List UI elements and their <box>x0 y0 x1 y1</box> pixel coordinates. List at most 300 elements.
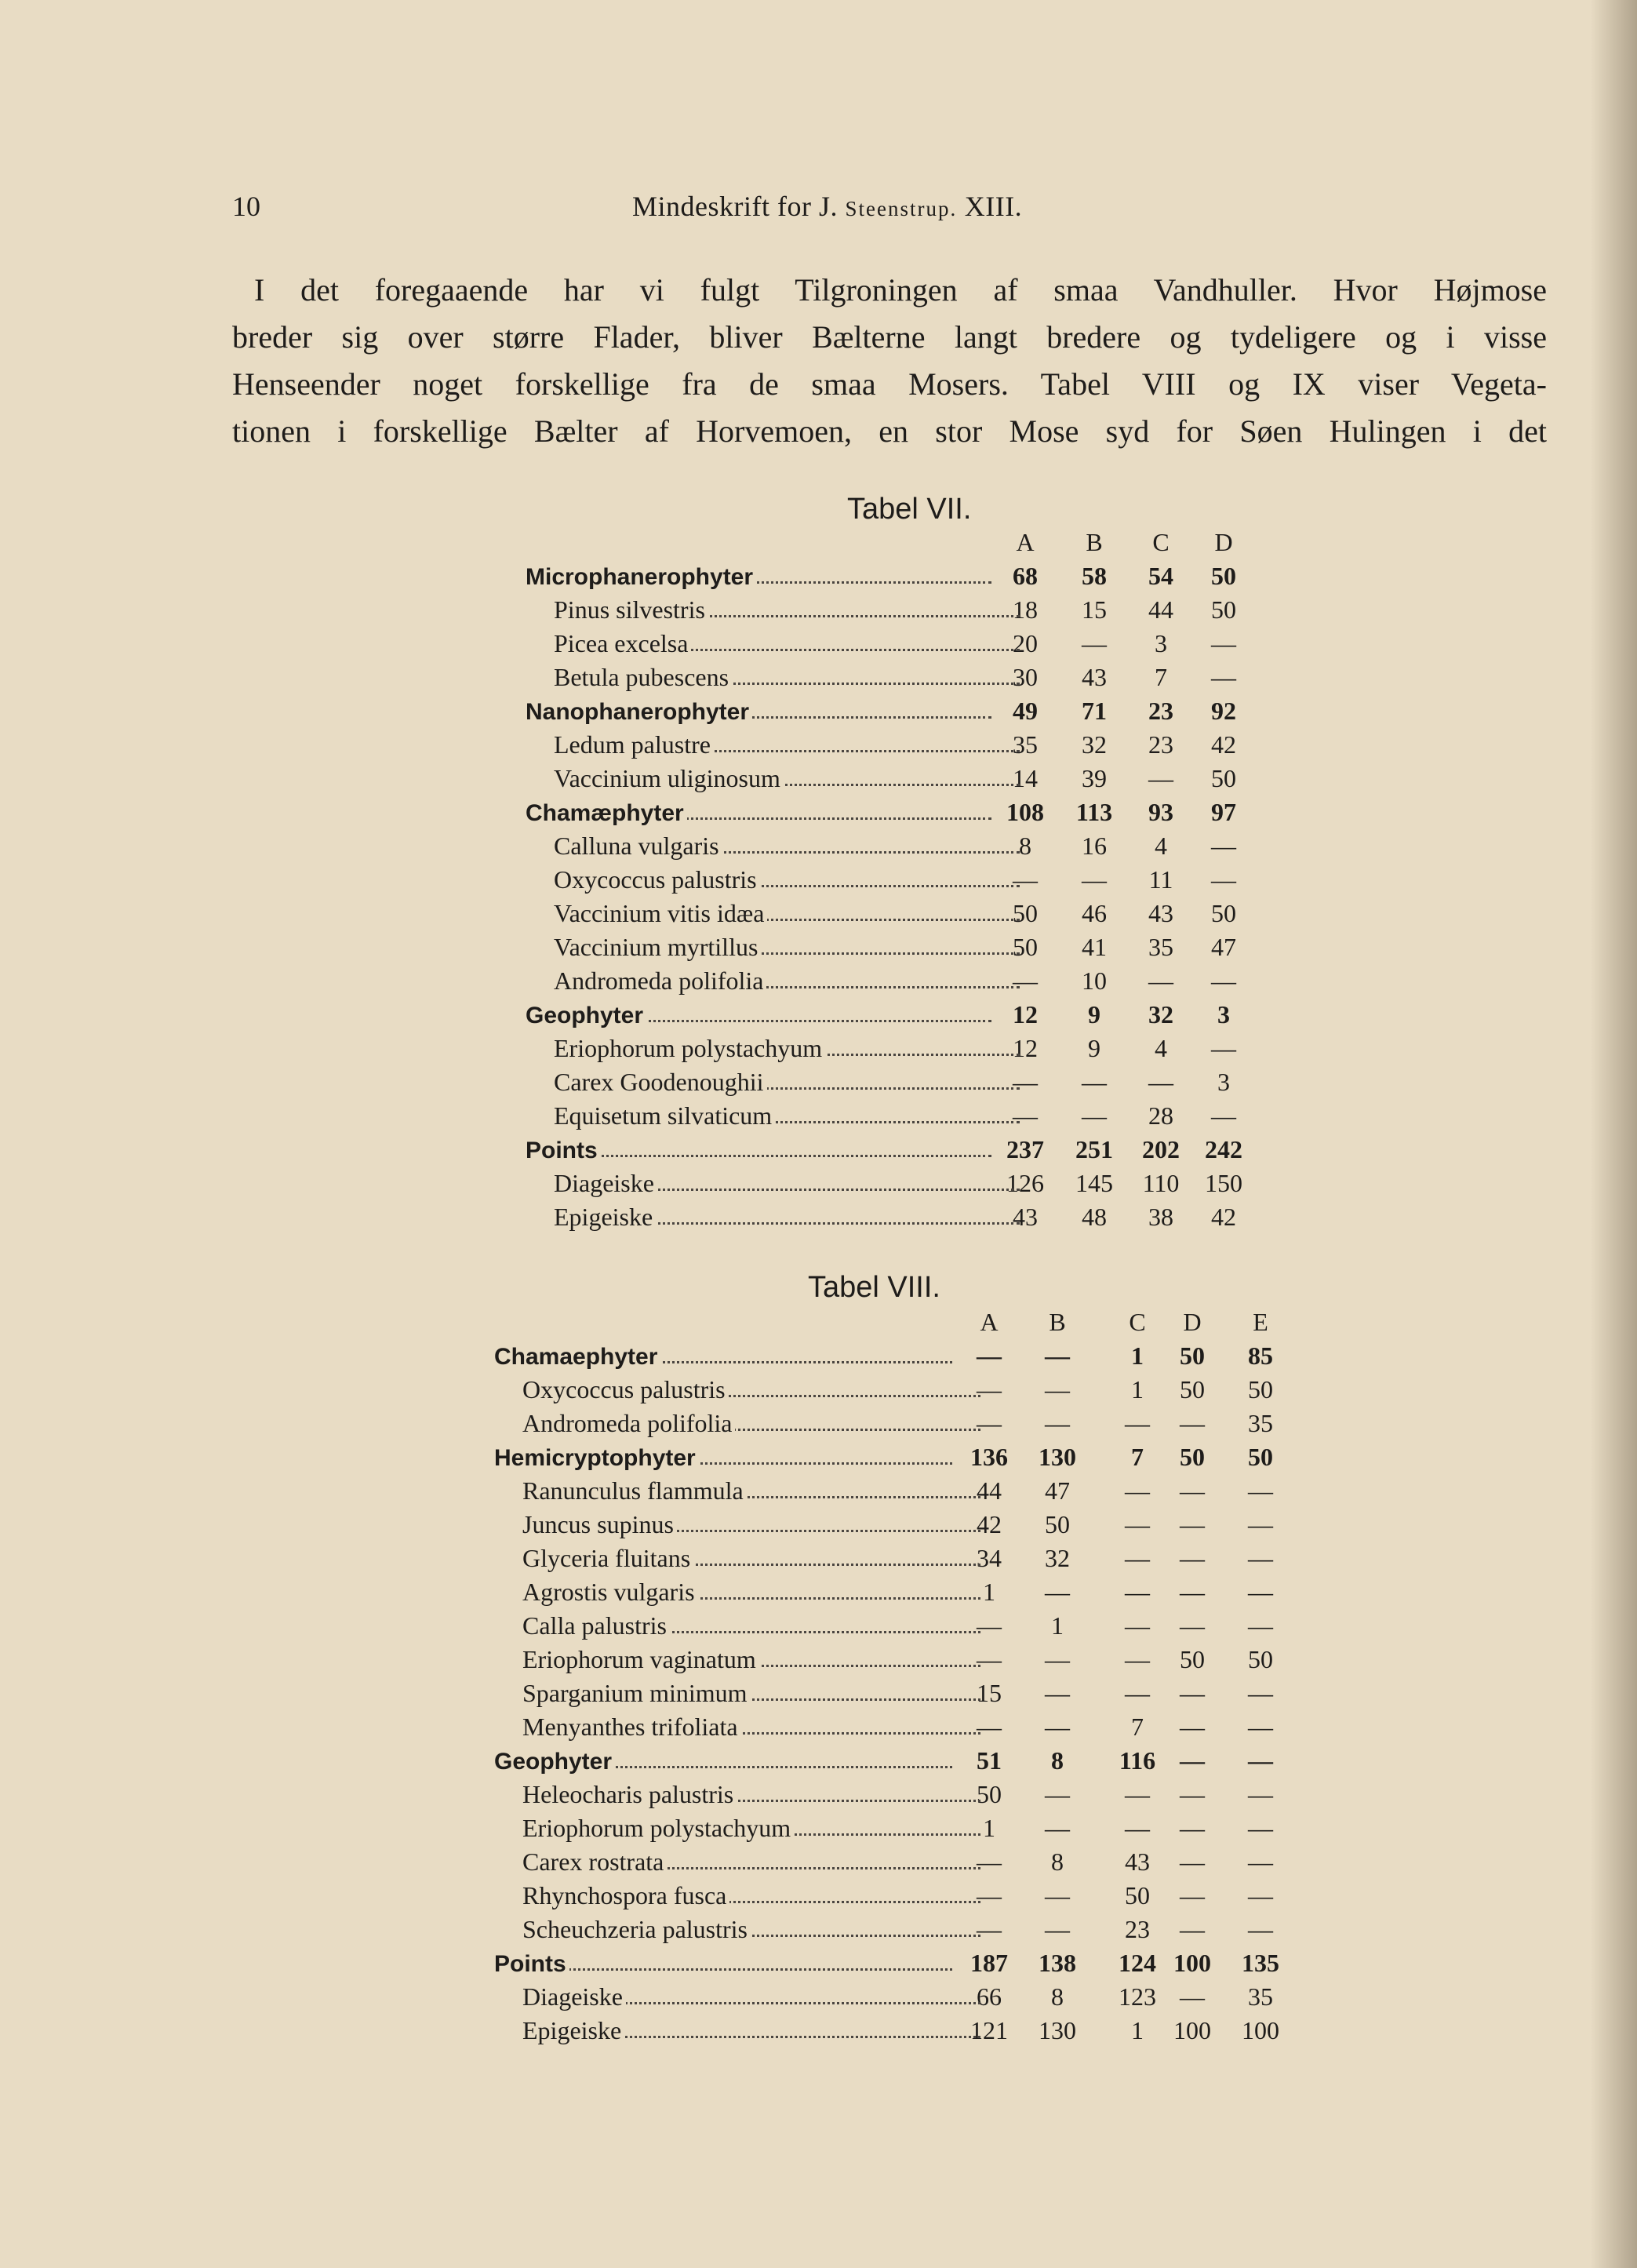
value-cell: — <box>1180 1814 1205 1842</box>
value-cell: 49 <box>1013 697 1038 725</box>
row-label-text: Chamæphyter <box>526 800 687 826</box>
species-row <box>526 1032 1271 1065</box>
group-row <box>526 1133 1271 1167</box>
group-row <box>494 1339 1294 1373</box>
value-cell: 50 <box>1211 899 1236 927</box>
value-cell: — <box>1013 1068 1038 1096</box>
row-label <box>494 1609 985 1643</box>
row-label <box>494 1913 985 1946</box>
species-row <box>494 1676 1294 1710</box>
running-title-text: Mindeskrift for J. <box>632 191 846 222</box>
row-label-text: Andromeda polifolia <box>522 1409 735 1437</box>
row-label <box>526 829 1024 863</box>
column-header: A <box>980 1308 999 1336</box>
value-cell: 54 <box>1148 562 1173 590</box>
row-label-text: Geophyter <box>494 1749 615 1775</box>
column-header: E <box>1253 1308 1268 1336</box>
value-cell: — <box>1248 1814 1273 1842</box>
value-cell: 50 <box>1180 1645 1205 1673</box>
value-cell: 15 <box>977 1679 1002 1707</box>
row-label-text: Glyceria fluitans <box>522 1544 693 1572</box>
row-label-text: Epigeiske <box>522 2016 624 2044</box>
value-cell: 35 <box>1013 730 1038 759</box>
group-row <box>526 998 1271 1032</box>
value-cell: — <box>1180 1544 1205 1572</box>
value-cell: 145 <box>1075 1169 1113 1197</box>
row-label <box>526 694 996 728</box>
row-label-text: Picea excelsa <box>554 629 691 657</box>
value-cell: 100 <box>1173 1949 1211 1977</box>
row-label <box>494 1440 957 1474</box>
value-cell: — <box>1125 1409 1150 1437</box>
value-cell: 8 <box>1051 1848 1064 1876</box>
value-cell: 42 <box>1211 730 1236 759</box>
species-row <box>526 897 1271 930</box>
value-cell: 9 <box>1088 1000 1100 1028</box>
value-cell: 251 <box>1075 1135 1113 1163</box>
value-cell: 150 <box>1205 1169 1242 1197</box>
value-cell: 4 <box>1155 1034 1167 1062</box>
value-cell: 58 <box>1082 562 1107 590</box>
value-cell: 130 <box>1039 2016 1076 2044</box>
value-cell: — <box>1248 1780 1273 1808</box>
value-cell: 93 <box>1148 798 1173 826</box>
value-cell: — <box>1248 1679 1273 1707</box>
value-cell: 32 <box>1045 1544 1070 1572</box>
value-cell: 50 <box>1013 933 1038 961</box>
species-row <box>494 1879 1294 1913</box>
value-cell: — <box>1248 1915 1273 1943</box>
value-cell: 66 <box>977 1982 1002 2011</box>
value-cell: 1 <box>1051 1611 1064 1640</box>
value-cell: 97 <box>1211 798 1236 826</box>
value-cell: 138 <box>1039 1949 1076 1977</box>
value-cell: 92 <box>1211 697 1236 725</box>
page-number: 10 <box>232 191 260 222</box>
row-label <box>526 559 996 593</box>
row-label-text: Juncus supinus <box>522 1510 677 1538</box>
row-label <box>494 1980 985 2014</box>
value-cell: 30 <box>1013 663 1038 691</box>
value-cell: 126 <box>1006 1169 1044 1197</box>
value-cell: 121 <box>970 2016 1008 2044</box>
value-cell: 43 <box>1013 1203 1038 1231</box>
value-cell: 110 <box>1142 1169 1180 1197</box>
value-cell: — <box>1180 1510 1205 1538</box>
row-label-text: Carex Goodenoughii <box>554 1068 767 1096</box>
row-label <box>526 1065 1024 1099</box>
row-label-text: Chamaephyter <box>494 1344 660 1370</box>
value-cell: 48 <box>1082 1203 1107 1231</box>
species-row <box>526 1200 1271 1234</box>
value-cell: — <box>1125 1578 1150 1606</box>
body-paragraph <box>232 267 1547 455</box>
value-cell: 187 <box>970 1949 1008 1977</box>
value-cell: 11 <box>1148 865 1173 894</box>
value-cell: 47 <box>1045 1476 1070 1505</box>
row-label <box>526 762 1024 795</box>
value-cell: — <box>1013 865 1038 894</box>
value-cell: — <box>1211 832 1236 860</box>
value-cell: 113 <box>1075 798 1113 826</box>
value-cell: — <box>1148 967 1173 995</box>
value-cell: 8 <box>1051 1982 1064 2011</box>
value-cell: 50 <box>1248 1645 1273 1673</box>
species-row <box>526 1099 1271 1133</box>
value-cell: 242 <box>1205 1135 1242 1163</box>
value-cell: 50 <box>1180 1443 1205 1471</box>
table7 <box>526 526 1271 1234</box>
value-cell: 43 <box>1082 663 1107 691</box>
value-cell: — <box>1045 1780 1070 1808</box>
value-cell: — <box>1211 865 1236 894</box>
species-row <box>526 829 1271 863</box>
row-label-text: Epigeiske <box>554 1203 656 1231</box>
species-row <box>494 1474 1294 1508</box>
row-label-text: Geophyter <box>526 1003 646 1028</box>
value-cell: — <box>1211 629 1236 657</box>
row-label <box>494 2014 985 2048</box>
value-cell: 50 <box>977 1780 1002 1808</box>
species-row <box>526 930 1271 964</box>
value-cell: 34 <box>977 1544 1002 1572</box>
value-cell: 50 <box>1211 562 1236 590</box>
row-label <box>494 1744 957 1778</box>
column-header: D <box>1183 1308 1202 1336</box>
value-cell: 43 <box>1148 899 1173 927</box>
row-label <box>526 795 996 829</box>
value-cell: 135 <box>1242 1949 1279 1977</box>
value-cell: 3 <box>1217 1000 1230 1028</box>
value-cell: 3 <box>1155 629 1167 657</box>
paragraph-line: Henseender noget forskellige fra de smaa Mosers. Tabel VIII og IX viser Vegeta- <box>232 366 1547 402</box>
value-cell: — <box>1013 967 1038 995</box>
table8 <box>494 1305 1294 2048</box>
value-cell: — <box>1082 1068 1107 1096</box>
value-cell: 1 <box>1131 2016 1144 2044</box>
value-cell: 12 <box>1013 1034 1038 1062</box>
row-label <box>526 1099 1024 1133</box>
value-cell: — <box>1125 1510 1150 1538</box>
species-row <box>494 1710 1294 1744</box>
row-label <box>494 1710 985 1744</box>
value-cell: — <box>1248 1881 1273 1909</box>
row-label-text: Betula pubescens <box>554 663 732 691</box>
group-row <box>526 559 1271 593</box>
value-cell: 7 <box>1155 663 1167 691</box>
value-cell: 42 <box>1211 1203 1236 1231</box>
table7-title: Tabel VII. <box>847 493 972 526</box>
species-row <box>526 627 1271 661</box>
row-label-text: Agrostis vulgaris <box>522 1578 698 1606</box>
row-label <box>494 1811 985 1845</box>
value-cell: — <box>1013 1101 1038 1130</box>
value-cell: — <box>1148 764 1173 792</box>
value-cell: 41 <box>1082 933 1107 961</box>
value-cell: 130 <box>1039 1443 1076 1471</box>
value-cell: 7 <box>1131 1443 1144 1471</box>
value-cell: — <box>1125 1814 1150 1842</box>
row-label <box>494 1542 985 1575</box>
row-label <box>494 1879 985 1913</box>
value-cell: 3 <box>1217 1068 1230 1096</box>
group-row <box>494 1946 1294 1980</box>
value-cell: 1 <box>1131 1375 1144 1403</box>
value-cell: — <box>1045 1342 1070 1370</box>
value-cell: 44 <box>977 1476 1002 1505</box>
column-header: B <box>1049 1308 1066 1336</box>
value-cell: 50 <box>1045 1510 1070 1538</box>
value-cell: 32 <box>1148 1000 1173 1028</box>
value-cell: — <box>1045 1578 1070 1606</box>
value-cell: 1 <box>1131 1342 1144 1370</box>
value-cell: 50 <box>1248 1443 1273 1471</box>
value-cell: — <box>977 1342 1002 1370</box>
row-label-text: Pinus silvestris <box>554 595 708 624</box>
value-cell: 44 <box>1148 595 1173 624</box>
species-row <box>526 1167 1271 1200</box>
running-title <box>632 190 1022 223</box>
column-header: A <box>1016 528 1035 556</box>
value-cell: 50 <box>1248 1375 1273 1403</box>
value-cell: 14 <box>1013 764 1038 792</box>
value-cell: — <box>1248 1611 1273 1640</box>
value-cell: — <box>1045 1881 1070 1909</box>
value-cell: — <box>1045 1713 1070 1741</box>
value-cell: — <box>1125 1476 1150 1505</box>
value-cell: 50 <box>1125 1881 1150 1909</box>
value-cell: — <box>1248 1578 1273 1606</box>
row-label-text: Hemicryptophyter <box>494 1445 699 1471</box>
species-row <box>494 1407 1294 1440</box>
value-cell: — <box>1180 1746 1205 1775</box>
row-label-text: Diageiske <box>554 1169 657 1197</box>
row-label-text: Ledum palustre <box>554 730 714 759</box>
table8-title: Tabel VIII. <box>808 1271 940 1304</box>
species-row <box>526 728 1271 762</box>
value-cell: — <box>977 1713 1002 1741</box>
value-cell: 123 <box>1119 1982 1156 2011</box>
value-cell: — <box>977 1848 1002 1876</box>
value-cell: — <box>1125 1645 1150 1673</box>
value-cell: 38 <box>1148 1203 1173 1231</box>
value-cell: 68 <box>1013 562 1038 590</box>
row-label <box>526 1167 1024 1200</box>
value-cell: — <box>1180 1476 1205 1505</box>
value-cell: 71 <box>1082 697 1107 725</box>
value-cell: 50 <box>1013 899 1038 927</box>
value-cell: 28 <box>1148 1101 1173 1130</box>
value-cell: — <box>977 1611 1002 1640</box>
row-label <box>526 964 1024 998</box>
value-cell: 1 <box>983 1578 995 1606</box>
value-cell: — <box>1180 1848 1205 1876</box>
column-header: D <box>1214 528 1233 556</box>
species-row <box>494 1508 1294 1542</box>
species-row <box>526 762 1271 795</box>
species-row <box>526 661 1271 694</box>
species-row <box>526 863 1271 897</box>
value-cell: — <box>1180 1578 1205 1606</box>
column-header-row <box>526 526 1271 559</box>
value-cell: — <box>1180 1679 1205 1707</box>
row-label-text: Equisetum silvaticum <box>554 1101 775 1130</box>
paragraph-line: tionen i forskellige Bælter af Horvemoen, en stor Mose syd for Søen Hulingen i det <box>232 413 1547 449</box>
value-cell: 35 <box>1248 1409 1273 1437</box>
running-title-author: Steenstrup. <box>845 197 958 220</box>
value-cell: 16 <box>1082 832 1107 860</box>
row-label-text: Points <box>494 1951 569 1977</box>
value-cell: 35 <box>1148 933 1173 961</box>
value-cell: 124 <box>1119 1949 1156 1977</box>
value-cell: — <box>1082 1101 1107 1130</box>
row-label-text: Points <box>526 1138 601 1163</box>
row-label-text: Eriophorum polystachyum <box>522 1814 794 1842</box>
value-cell: 136 <box>970 1443 1008 1471</box>
value-cell: — <box>1180 1780 1205 1808</box>
species-row <box>494 1778 1294 1811</box>
value-cell: — <box>1211 663 1236 691</box>
row-label-text: Vaccinium vitis idæa <box>554 899 767 927</box>
value-cell: 35 <box>1248 1982 1273 2011</box>
row-label-text: Eriophorum polystachyum <box>554 1034 825 1062</box>
row-label <box>494 1643 985 1676</box>
value-cell: — <box>1248 1848 1273 1876</box>
species-row <box>494 1643 1294 1676</box>
value-cell: 43 <box>1125 1848 1150 1876</box>
column-header: B <box>1086 528 1103 556</box>
row-label <box>526 661 1024 694</box>
species-row <box>494 1913 1294 1946</box>
row-label-text: Oxycoccus palustris <box>554 865 760 894</box>
row-label-text: Vaccinium myrtillus <box>554 933 761 961</box>
value-cell: — <box>1082 629 1107 657</box>
row-label <box>526 1200 1024 1234</box>
value-cell: 23 <box>1125 1915 1150 1943</box>
value-cell: — <box>1125 1544 1150 1572</box>
value-cell: — <box>1125 1611 1150 1640</box>
value-cell: — <box>1045 1814 1070 1842</box>
value-cell: — <box>1180 1409 1205 1437</box>
value-cell: 237 <box>1006 1135 1044 1163</box>
row-label-text: Vaccinium uliginosum <box>554 764 784 792</box>
value-cell: — <box>977 1915 1002 1943</box>
column-header: C <box>1152 528 1170 556</box>
value-cell: — <box>1180 1881 1205 1909</box>
row-label-text: Calluna vulgaris <box>554 832 722 860</box>
value-cell: 8 <box>1019 832 1031 860</box>
row-label-text: Rhynchospora fusca <box>522 1881 729 1909</box>
row-label <box>494 1474 985 1508</box>
row-label <box>494 1845 985 1879</box>
species-row <box>494 1575 1294 1609</box>
value-cell: 50 <box>1211 764 1236 792</box>
row-label <box>526 593 1024 627</box>
species-row <box>526 964 1271 998</box>
species-row <box>494 1845 1294 1879</box>
value-cell: — <box>1211 1101 1236 1130</box>
row-label <box>526 863 1024 897</box>
value-cell: — <box>1248 1746 1273 1775</box>
value-cell: 4 <box>1155 832 1167 860</box>
value-cell: — <box>1045 1915 1070 1943</box>
row-label <box>494 1407 985 1440</box>
value-cell: 50 <box>1180 1342 1205 1370</box>
value-cell: — <box>1148 1068 1173 1096</box>
value-cell: 20 <box>1013 629 1038 657</box>
value-cell: — <box>1045 1679 1070 1707</box>
row-label <box>494 1778 985 1811</box>
value-cell: — <box>1180 1611 1205 1640</box>
value-cell: 42 <box>977 1510 1002 1538</box>
column-header: C <box>1129 1308 1146 1336</box>
value-cell: — <box>977 1881 1002 1909</box>
value-cell: — <box>1248 1544 1273 1572</box>
group-row <box>494 1440 1294 1474</box>
row-label <box>494 1339 957 1373</box>
value-cell: 23 <box>1148 730 1173 759</box>
value-cell: — <box>1248 1476 1273 1505</box>
running-title-volume: XIII. <box>957 191 1023 222</box>
row-label <box>526 998 996 1032</box>
value-cell: 202 <box>1142 1135 1180 1163</box>
species-row <box>526 1065 1271 1099</box>
group-row <box>526 694 1271 728</box>
value-cell: 23 <box>1148 697 1173 725</box>
value-cell: — <box>1125 1780 1150 1808</box>
value-cell: — <box>1248 1510 1273 1538</box>
row-label-text: Diageiske <box>522 1982 626 2011</box>
value-cell: 12 <box>1013 1000 1038 1028</box>
species-row <box>494 1811 1294 1845</box>
value-cell: 10 <box>1082 967 1107 995</box>
value-cell: — <box>1180 1982 1205 2011</box>
value-cell: 46 <box>1082 899 1107 927</box>
value-cell: 100 <box>1173 2016 1211 2044</box>
value-cell: 50 <box>1211 595 1236 624</box>
value-cell: — <box>977 1409 1002 1437</box>
row-label <box>526 897 1024 930</box>
value-cell: — <box>977 1375 1002 1403</box>
row-label <box>494 1508 985 1542</box>
paragraph-line: I det foregaaende har vi fulgt Tilgroningen af smaa Vandhuller. Hvor Højmose <box>254 272 1547 308</box>
value-cell: 85 <box>1248 1342 1273 1370</box>
row-label-text: Calla palustris <box>522 1611 670 1640</box>
species-row <box>494 1609 1294 1643</box>
value-cell: — <box>1180 1713 1205 1741</box>
row-label <box>526 930 1024 964</box>
value-cell: 100 <box>1242 2016 1279 2044</box>
value-cell: 1 <box>983 1814 995 1842</box>
row-label-text: Carex rostrata <box>522 1848 667 1876</box>
row-label-text: Microphanerophyter <box>526 564 756 590</box>
group-row <box>494 1744 1294 1778</box>
page-edge-shadow <box>1590 0 1637 2268</box>
row-label-text: Oxycoccus palustris <box>522 1375 729 1403</box>
row-label-text: Ranunculus flammula <box>522 1476 747 1505</box>
value-cell: 51 <box>977 1746 1002 1775</box>
running-header <box>232 190 1550 229</box>
row-label <box>494 1373 985 1407</box>
value-cell: 9 <box>1088 1034 1100 1062</box>
value-cell: — <box>977 1645 1002 1673</box>
value-cell: 116 <box>1119 1746 1156 1775</box>
species-row <box>494 1373 1294 1407</box>
row-label <box>494 1575 985 1609</box>
row-label-text: Eriophorum vaginatum <box>522 1645 759 1673</box>
row-label-text: Nanophanerophyter <box>526 699 752 725</box>
row-label-text: Sparganium minimum <box>522 1679 751 1707</box>
